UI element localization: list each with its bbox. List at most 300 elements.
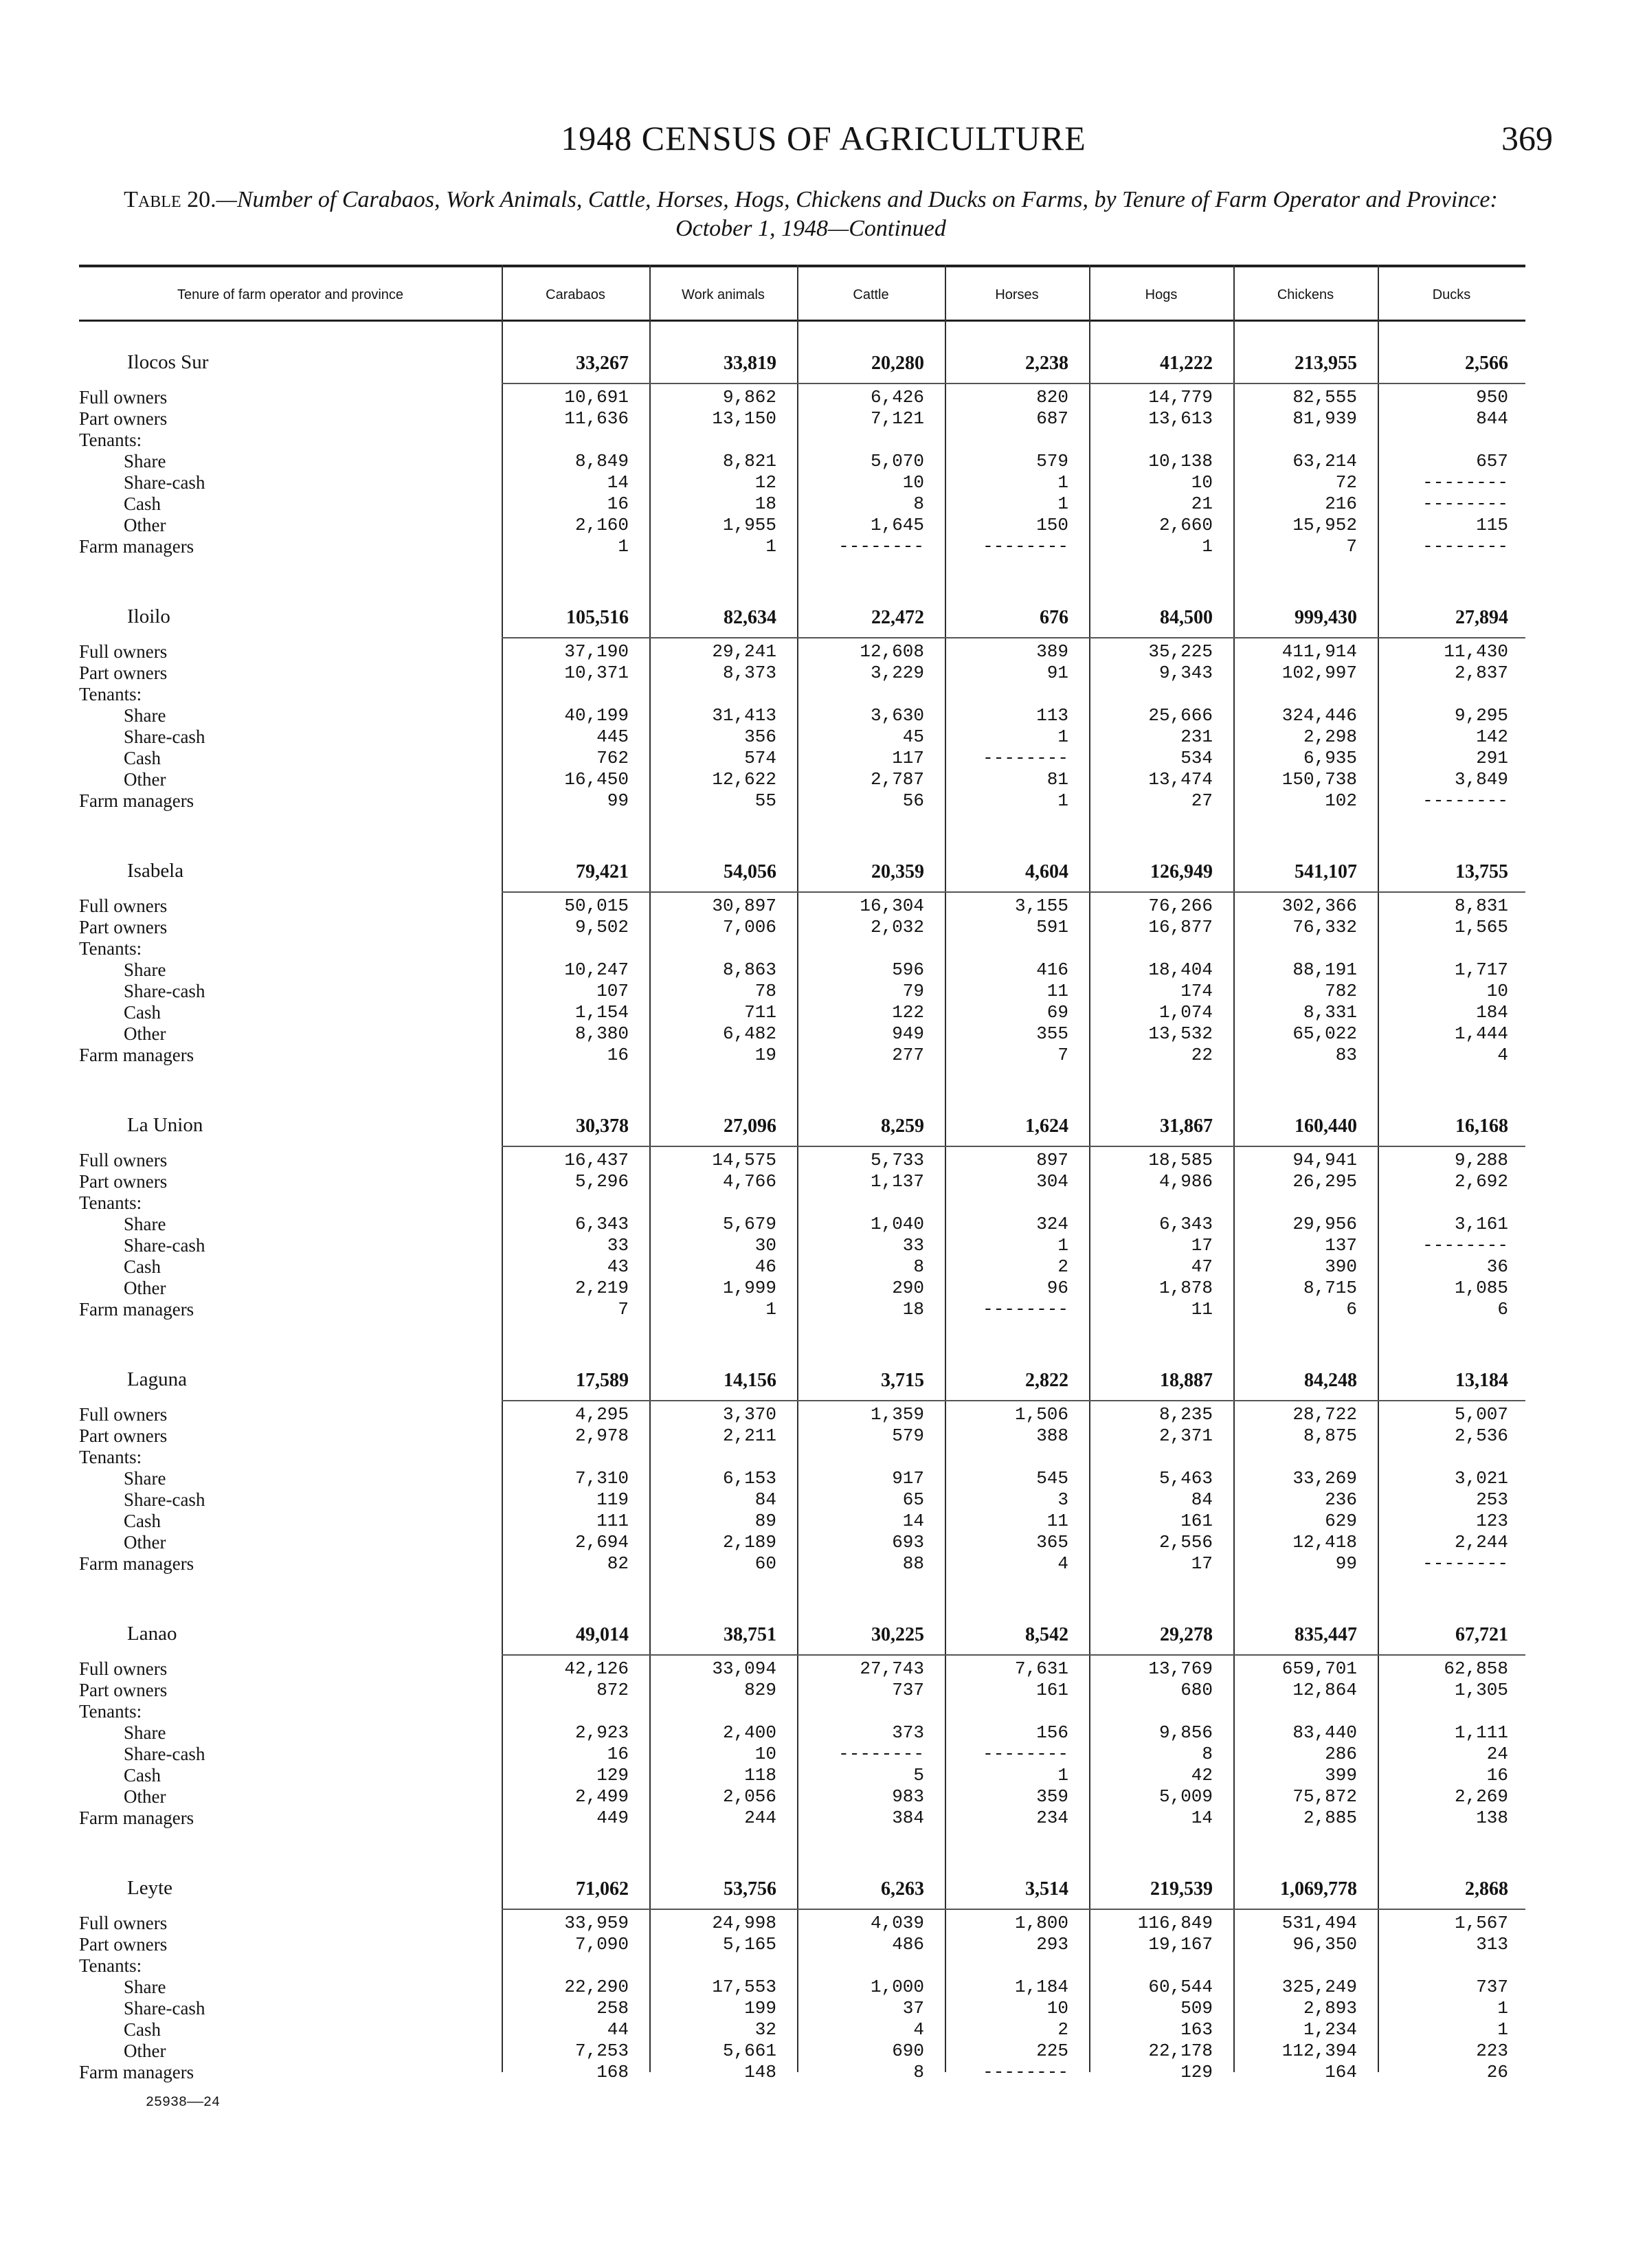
table-cell: 116,849 — [1137, 1913, 1213, 1933]
province-name: Iloilo — [127, 605, 170, 627]
table-row — [79, 1934, 1525, 1955]
table-cell: 11,430 — [1444, 641, 1508, 662]
section-rule — [502, 1654, 1525, 1656]
table-cell: 829 — [744, 1680, 776, 1700]
table-cell: 6,343 — [1158, 1214, 1213, 1234]
table-cell: 18,404 — [1148, 959, 1213, 980]
table-row — [79, 1765, 1525, 1786]
table-cell: 531,494 — [1281, 1913, 1357, 1933]
table-row — [79, 1150, 1525, 1171]
province-total-cell: 33,819 — [724, 353, 776, 374]
table-cell: 129 — [596, 1765, 629, 1786]
table-cell: 1,111 — [1454, 1722, 1508, 1743]
table-row — [79, 790, 1525, 812]
table-cell: 1 — [1497, 1998, 1508, 2019]
table-cell: 2,692 — [1454, 1171, 1508, 1192]
table-row — [79, 938, 1525, 959]
province-total-cell: 219,539 — [1150, 1878, 1213, 1900]
table-cell: 244 — [744, 1808, 776, 1828]
section-rule — [502, 383, 1525, 384]
province-total-cell: 53,756 — [724, 1878, 776, 1900]
table-row — [79, 1447, 1525, 1468]
province-total-cell: 20,359 — [871, 861, 924, 882]
row-label: Full owners — [79, 896, 168, 916]
table-top-rule — [79, 265, 1525, 267]
table-cell: 2,694 — [574, 1532, 629, 1553]
province-total-cell: 16,168 — [1455, 1115, 1508, 1137]
table-cell: 2 — [1057, 1256, 1068, 1277]
table-cell: 687 — [1036, 408, 1068, 429]
table-cell: 1 — [765, 1299, 776, 1320]
row-label: Cash — [124, 1002, 161, 1023]
table-cell: -------- — [838, 536, 924, 557]
table-cell: -------- — [1422, 536, 1508, 557]
province-section — [79, 1619, 1525, 1873]
table-cell: 11 — [1191, 1299, 1213, 1320]
table-cell: 1,565 — [1454, 917, 1508, 937]
province-total-cell: 213,955 — [1295, 353, 1357, 374]
table-cell: 1,000 — [870, 1977, 924, 1997]
table-cell: -------- — [1422, 1235, 1508, 1256]
table-cell: 1,444 — [1454, 1023, 1508, 1044]
table-cell: 1,085 — [1454, 1278, 1508, 1298]
table-cell: 19,167 — [1148, 1934, 1213, 1955]
table-cell: 304 — [1036, 1171, 1068, 1192]
table-cell: 534 — [1180, 748, 1213, 768]
table-cell: 122 — [892, 1002, 924, 1023]
province-total-cell: 31,867 — [1160, 1115, 1213, 1137]
province-total-cell: 676 — [1040, 607, 1068, 628]
table-cell: 216 — [1325, 493, 1357, 514]
table-cell: 2,219 — [574, 1278, 629, 1298]
table-cell: 844 — [1476, 408, 1508, 429]
table-cell: 14,575 — [712, 1150, 776, 1170]
table-cell: 820 — [1036, 387, 1068, 408]
table-cell: 3,155 — [1014, 896, 1068, 916]
row-label: Part owners — [79, 663, 168, 683]
row-label: Cash — [124, 493, 161, 514]
table-row — [79, 896, 1525, 917]
table-cell: 24 — [1486, 1744, 1508, 1764]
table-row — [79, 1299, 1525, 1320]
province-total-cell: 79,421 — [576, 861, 629, 882]
province-total-row — [79, 1873, 1525, 1904]
table-cell: 56 — [902, 790, 924, 811]
table-cell: 1,567 — [1454, 1913, 1508, 1933]
table-row — [79, 1722, 1525, 1744]
province-name: La Union — [127, 1114, 203, 1136]
table-cell: 949 — [892, 1023, 924, 1044]
province-total-cell: 33,267 — [576, 353, 629, 374]
table-cell: 150 — [1036, 515, 1068, 535]
table-cell: 47 — [1191, 1256, 1213, 1277]
province-total-row — [79, 856, 1525, 887]
table-cell: 78 — [754, 981, 776, 1001]
table-cell: 42 — [1191, 1765, 1213, 1786]
province-total-row — [79, 601, 1525, 633]
table-cell: 2,923 — [574, 1722, 629, 1743]
table-row — [79, 1532, 1525, 1553]
table-row — [79, 408, 1525, 430]
table-row — [79, 2041, 1525, 2062]
row-label: Share — [124, 1977, 166, 1997]
table-cell: 88,191 — [1292, 959, 1357, 980]
table-cell: -------- — [1422, 472, 1508, 493]
row-label: Farm managers — [79, 1045, 194, 1065]
province-name: Laguna — [127, 1368, 187, 1390]
table-cell: 8 — [1202, 1744, 1213, 1764]
table-cell: 13,613 — [1148, 408, 1213, 429]
table-cell: 107 — [596, 981, 629, 1001]
province-total-cell: 999,430 — [1295, 607, 1357, 628]
section-rule — [502, 891, 1525, 893]
table-cell: 60,544 — [1148, 1977, 1213, 1997]
table-cell: 8,863 — [722, 959, 776, 980]
running-title: 1948 CENSUS OF AGRICULTURE — [561, 119, 1086, 157]
table-cell: 7,090 — [574, 1934, 629, 1955]
table-row — [79, 1977, 1525, 1998]
table-cell: 6,426 — [870, 387, 924, 408]
row-label: Other — [124, 1023, 166, 1044]
table-cell: 2,189 — [722, 1532, 776, 1553]
table-cell: 2,032 — [870, 917, 924, 937]
province-total-cell: 84,500 — [1160, 607, 1213, 628]
province-total-row — [79, 1110, 1525, 1142]
table-cell: -------- — [1422, 790, 1508, 811]
table-cell: 16,450 — [564, 769, 629, 790]
table-cell: 389 — [1036, 641, 1068, 662]
table-cell: 3 — [1057, 1489, 1068, 1510]
row-label: Full owners — [79, 1150, 168, 1170]
column-header-work-animals: Work animals — [682, 287, 765, 302]
table-cell: 16 — [607, 1744, 629, 1764]
column-header-ducks: Ducks — [1432, 287, 1471, 302]
table-cell: 8,380 — [574, 1023, 629, 1044]
table-cell: 16,304 — [860, 896, 924, 916]
column-header-stub: Tenure of farm operator and province — [177, 287, 404, 302]
table-cell: 115 — [1476, 515, 1508, 535]
row-label: Part owners — [79, 917, 168, 937]
table-cell: 388 — [1036, 1425, 1068, 1446]
census-table — [79, 265, 1525, 2082]
table-cell: 33 — [902, 1235, 924, 1256]
table-cell: 486 — [892, 1934, 924, 1955]
table-cell: 33 — [607, 1235, 629, 1256]
table-cell: 1 — [1057, 726, 1068, 747]
table-cell: 12,864 — [1292, 1680, 1357, 1700]
table-cell: 293 — [1036, 1934, 1068, 1955]
table-cell: 5,165 — [722, 1934, 776, 1955]
table-cell: 234 — [1036, 1808, 1068, 1828]
table-cell: 12,418 — [1292, 1532, 1357, 1553]
table-cell: 14 — [607, 472, 629, 493]
table-cell: 591 — [1036, 917, 1068, 937]
table-cell: 693 — [892, 1532, 924, 1553]
table-cell: 231 — [1180, 726, 1213, 747]
table-cell: 17 — [1191, 1235, 1213, 1256]
table-cell: 10 — [902, 472, 924, 493]
row-label: Tenants: — [79, 938, 142, 959]
province-total-cell: 20,280 — [871, 353, 924, 374]
table-cell: 5,463 — [1158, 1468, 1213, 1489]
table-cell: 142 — [1476, 726, 1508, 747]
table-cell: 28,722 — [1292, 1404, 1357, 1425]
table-cell: 33,959 — [564, 1913, 629, 1933]
table-cell: 76,332 — [1292, 917, 1357, 937]
table-cell: 79 — [902, 981, 924, 1001]
table-row — [79, 451, 1525, 472]
table-row — [79, 1658, 1525, 1680]
table-cell: 1 — [1057, 1765, 1068, 1786]
table-cell: 11 — [1046, 981, 1068, 1001]
table-cell: 6 — [1346, 1299, 1357, 1320]
row-label: Tenants: — [79, 430, 142, 450]
table-cell: 18,585 — [1148, 1150, 1213, 1170]
table-cell: 1,074 — [1158, 1002, 1213, 1023]
table-cell: 5,296 — [574, 1171, 629, 1192]
table-cell: 113 — [1036, 705, 1068, 726]
table-row — [79, 1023, 1525, 1045]
table-cell: 150,738 — [1281, 769, 1357, 790]
table-cell: 148 — [744, 2062, 776, 2082]
table-cell: 8 — [913, 2062, 924, 2082]
table-cell: 91 — [1046, 663, 1068, 683]
row-label: Farm managers — [79, 2062, 194, 2082]
table-row — [79, 1955, 1525, 1977]
table-cell: 11,636 — [564, 408, 629, 429]
table-cell: 199 — [744, 1998, 776, 2019]
table-cell: 112,394 — [1281, 2041, 1357, 2061]
table-cell: 18 — [754, 493, 776, 514]
table-cell: 657 — [1476, 451, 1508, 471]
table-cell: 1 — [1057, 790, 1068, 811]
table-row — [79, 472, 1525, 493]
table-cell: 286 — [1325, 1744, 1357, 1764]
table-cell: 35,225 — [1148, 641, 1213, 662]
table-cell: 690 — [892, 2041, 924, 2061]
table-row — [79, 663, 1525, 684]
row-label: Share — [124, 451, 166, 471]
table-cell: 12,608 — [860, 641, 924, 662]
table-cell: 2,371 — [1158, 1425, 1213, 1446]
table-cell: 6,343 — [574, 1214, 629, 1234]
table-row — [79, 769, 1525, 790]
table-cell: 29,956 — [1292, 1214, 1357, 1234]
table-cell: 10 — [1046, 1998, 1068, 2019]
table-cell: 75,872 — [1292, 1786, 1357, 1807]
province-total-cell: 27,096 — [724, 1115, 776, 1137]
province-name: Ilocos Sur — [127, 351, 209, 373]
row-label: Full owners — [79, 641, 168, 662]
row-label: Full owners — [79, 1404, 168, 1425]
row-label: Part owners — [79, 1934, 168, 1955]
table-cell: 60 — [754, 1553, 776, 1574]
table-cell: 164 — [1325, 2062, 1357, 2082]
row-label: Tenants: — [79, 1955, 142, 1976]
table-cell: 3,630 — [870, 705, 924, 726]
table-row — [79, 1214, 1525, 1235]
table-cell: 11 — [1046, 1511, 1068, 1531]
table-cell: 7,310 — [574, 1468, 629, 1489]
table-cell: -------- — [983, 748, 1068, 768]
table-cell: 43 — [607, 1256, 629, 1277]
table-cell: 4 — [913, 2019, 924, 2040]
table-row — [79, 515, 1525, 536]
table-cell: 9,502 — [574, 917, 629, 937]
table-cell: 2,499 — [574, 1786, 629, 1807]
table-cell: 711 — [744, 1002, 776, 1023]
table-cell: 8,331 — [1303, 1002, 1357, 1023]
table-cell: 10,691 — [564, 387, 629, 408]
row-label: Cash — [124, 1511, 161, 1531]
table-cell: 8,373 — [722, 663, 776, 683]
column-header-carabaos: Carabaos — [546, 287, 605, 302]
table-cell: 82,555 — [1292, 387, 1357, 408]
province-total-cell: 30,378 — [576, 1115, 629, 1137]
table-cell: 416 — [1036, 959, 1068, 980]
table-cell: 55 — [754, 790, 776, 811]
table-cell: 36 — [1486, 1256, 1508, 1277]
table-cell: -------- — [983, 1299, 1068, 1320]
table-row — [79, 641, 1525, 663]
table-cell: 4,295 — [574, 1404, 629, 1425]
table-cell: 1 — [1497, 2019, 1508, 2040]
row-label: Other — [124, 1278, 166, 1298]
row-label: Farm managers — [79, 1808, 194, 1828]
province-total-cell: 3,514 — [1025, 1878, 1068, 1900]
table-row — [79, 430, 1525, 451]
row-label: Part owners — [79, 1171, 168, 1192]
table-cell: 62,858 — [1444, 1658, 1508, 1679]
table-cell: 37 — [902, 1998, 924, 2019]
province-total-cell: 22,472 — [871, 607, 924, 628]
table-cell: 8,831 — [1454, 896, 1508, 916]
table-cell: 950 — [1476, 387, 1508, 408]
province-section — [79, 601, 1525, 856]
province-total-cell: 84,248 — [1304, 1370, 1357, 1391]
table-cell: 1 — [1057, 1235, 1068, 1256]
table-cell: 3,021 — [1454, 1468, 1508, 1489]
table-cell: 33,094 — [712, 1658, 776, 1679]
table-cell: 2,660 — [1158, 515, 1213, 535]
table-cell: 290 — [892, 1278, 924, 1298]
table-cell: 4 — [1497, 1045, 1508, 1065]
table-cell: 4,039 — [870, 1913, 924, 1933]
table-cell: 14 — [902, 1511, 924, 1531]
table-cell: 1,800 — [1014, 1913, 1068, 1933]
table-cell: 5,661 — [722, 2041, 776, 2061]
table-row — [79, 1425, 1525, 1447]
table-cell: 5,009 — [1158, 1786, 1213, 1807]
table-cell: 40,199 — [564, 705, 629, 726]
table-cell: 16,877 — [1148, 917, 1213, 937]
table-cell: 2,269 — [1454, 1786, 1508, 1807]
table-cell: 1 — [765, 536, 776, 557]
table-cell: 99 — [607, 790, 629, 811]
province-total-cell: 82,634 — [724, 607, 776, 628]
table-cell: 16 — [607, 493, 629, 514]
row-label: Share — [124, 705, 166, 726]
table-cell: 2,160 — [574, 515, 629, 535]
province-total-row — [79, 347, 1525, 379]
row-label: Other — [124, 1532, 166, 1553]
row-label: Other — [124, 515, 166, 535]
province-name: Isabela — [127, 860, 184, 882]
table-cell: 1,645 — [870, 515, 924, 535]
table-cell: 5,070 — [870, 451, 924, 471]
table-cell: 7,121 — [870, 408, 924, 429]
province-total-row — [79, 1364, 1525, 1396]
table-cell: 117 — [892, 748, 924, 768]
table-cell: 16,437 — [564, 1150, 629, 1170]
table-cell: 27 — [1191, 790, 1213, 811]
row-label: Share — [124, 959, 166, 980]
table-cell: 123 — [1476, 1511, 1508, 1531]
table-cell: 184 — [1476, 1002, 1508, 1023]
table-cell: 45 — [902, 726, 924, 747]
table-cell: 291 — [1476, 748, 1508, 768]
province-total-cell: 541,107 — [1295, 861, 1357, 882]
table-cell: 118 — [744, 1765, 776, 1786]
table-cell: 373 — [892, 1722, 924, 1743]
table-cell: 7 — [1057, 1045, 1068, 1065]
table-row — [79, 1235, 1525, 1256]
table-cell: 31,413 — [712, 705, 776, 726]
province-total-cell: 49,014 — [576, 1624, 629, 1645]
table-cell: 2,885 — [1303, 1808, 1357, 1828]
table-cell: 111 — [596, 1511, 629, 1531]
table-row — [79, 1192, 1525, 1214]
province-total-cell: 835,447 — [1295, 1624, 1357, 1645]
table-cell: 5 — [913, 1765, 924, 1786]
table-row — [79, 959, 1525, 981]
table-cell: 7,253 — [574, 2041, 629, 2061]
province-total-cell: 1,624 — [1025, 1115, 1068, 1137]
province-section — [79, 1873, 1525, 2127]
table-cell: 1 — [618, 536, 629, 557]
table-cell: 2,056 — [722, 1786, 776, 1807]
table-cell: 33,269 — [1292, 1468, 1357, 1489]
province-total-cell: 17,589 — [576, 1370, 629, 1391]
table-cell: -------- — [838, 1744, 924, 1764]
table-row — [79, 493, 1525, 515]
table-cell: 5,007 — [1454, 1404, 1508, 1425]
column-header-hogs: Hogs — [1145, 287, 1178, 302]
province-total-cell: 38,751 — [724, 1624, 776, 1645]
table-cell: 253 — [1476, 1489, 1508, 1510]
province-total-cell: 71,062 — [576, 1878, 629, 1900]
table-cell: -------- — [983, 536, 1068, 557]
table-cell: 509 — [1180, 1998, 1213, 2019]
table-cell: 82 — [607, 1553, 629, 1574]
table-cell: 29,241 — [712, 641, 776, 662]
row-label: Share-cash — [124, 1235, 205, 1256]
column-header-cattle: Cattle — [853, 287, 889, 302]
table-cell: 1,878 — [1158, 1278, 1213, 1298]
table-cell: 76,266 — [1148, 896, 1213, 916]
province-total-cell: 3,715 — [881, 1370, 924, 1391]
table-cell: 1,184 — [1014, 1977, 1068, 1997]
table-cell: 13,532 — [1148, 1023, 1213, 1044]
table-cell: 8 — [913, 493, 924, 514]
table-cell: 22,290 — [564, 1977, 629, 1997]
table-row — [79, 2062, 1525, 2083]
table-cell: 9,856 — [1158, 1722, 1213, 1743]
row-label: Tenants: — [79, 684, 142, 704]
table-cell: 390 — [1325, 1256, 1357, 1277]
table-cell: 15,952 — [1292, 515, 1357, 535]
province-total-cell: 67,721 — [1455, 1624, 1508, 1645]
